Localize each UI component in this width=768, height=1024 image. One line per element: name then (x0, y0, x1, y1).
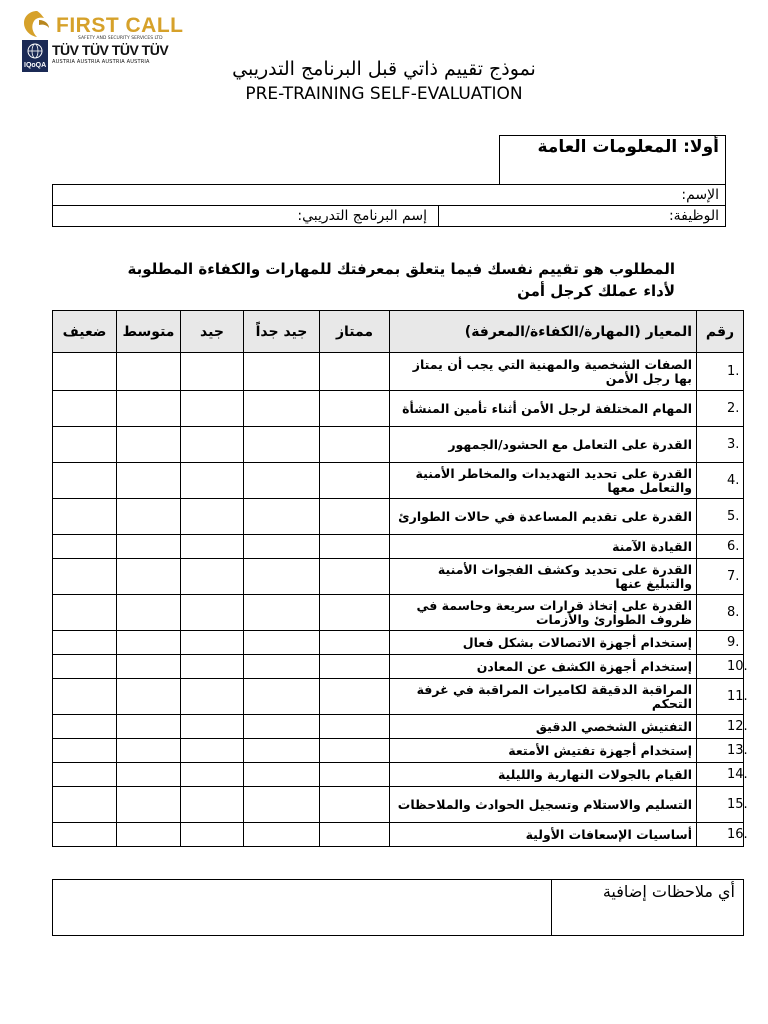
rating-cell-good[interactable] (181, 679, 244, 715)
iqoqa-text: IQoQA (24, 62, 47, 69)
row-criterion: القيادة الآمنة (390, 535, 697, 559)
rating-cell-good[interactable] (181, 559, 244, 595)
row-criterion: الصفات الشخصية والمهنية التي يجب أن يمتاز بها رجل الأمن (390, 353, 697, 391)
rating-cell-excellent[interactable] (320, 391, 390, 427)
rating-cell-good[interactable] (181, 427, 244, 463)
rating-cell-good[interactable] (181, 823, 244, 847)
rating-cell-weak[interactable] (53, 679, 117, 715)
rating-cell-good[interactable] (181, 655, 244, 679)
row-number: 4. (697, 463, 744, 499)
rating-cell-excellent[interactable] (320, 499, 390, 535)
rating-cell-weak[interactable] (53, 715, 117, 739)
row-criterion: المهام المختلفة لرجل الأمن أثناء تأمين المنشأة (390, 391, 697, 427)
row-criterion: القدرة على إتخاذ قرارات سريعة وحاسمة في ظروف الطوارئ والأزمات (390, 595, 697, 631)
rating-cell-good[interactable] (181, 391, 244, 427)
program-label: إسم البرنامج التدريبي: (297, 208, 427, 224)
rating-cell-average[interactable] (117, 787, 181, 823)
rating-cell-good[interactable] (181, 499, 244, 535)
rating-cell-weak[interactable] (53, 427, 117, 463)
table-row (53, 631, 744, 655)
rating-cell-very-good[interactable] (244, 787, 320, 823)
name-label: الإسم: (681, 187, 719, 203)
row-number: 10. (697, 655, 744, 679)
rating-cell-excellent[interactable] (320, 631, 390, 655)
rating-cell-very-good[interactable] (244, 391, 320, 427)
rating-cell-weak[interactable] (53, 631, 117, 655)
title-arabic: نموذج تقييم ذاتي قبل البرنامج التدريبي (232, 58, 536, 80)
rating-cell-average[interactable] (117, 499, 181, 535)
rating-cell-weak[interactable] (53, 353, 117, 391)
table-row (53, 655, 744, 679)
row-criterion: المراقبة الدقيقة لكاميرات المراقبة في غرفة التحكم (390, 679, 697, 715)
rating-cell-excellent[interactable] (320, 427, 390, 463)
rating-cell-average[interactable] (117, 353, 181, 391)
rating-cell-excellent[interactable] (320, 559, 390, 595)
rating-cell-excellent[interactable] (320, 823, 390, 847)
rating-cell-very-good[interactable] (244, 463, 320, 499)
row-criterion: إستخدام أجهزة الاتصالات بشكل فعال (390, 631, 697, 655)
rating-cell-excellent[interactable] (320, 463, 390, 499)
table-row (53, 763, 744, 787)
row-criterion: التفتيش الشخصي الدقيق (390, 715, 697, 739)
row-number: 8. (697, 595, 744, 631)
table-row (53, 391, 744, 427)
rating-cell-average[interactable] (117, 655, 181, 679)
row-criterion: التسليم والاستلام وتسجيل الحوادث والملاحظات (390, 787, 697, 823)
row-number: 6. (697, 535, 744, 559)
rating-cell-very-good[interactable] (244, 559, 320, 595)
instruction-text: المطلوب هو تقييم نفسك فيما يتعلق بمعرفتك للمهارات والكفاءة المطلوبة لأداء عملك كرجل أمن (127, 260, 675, 300)
row-criterion: إستخدام أجهزة تفتيش الأمتعة (390, 739, 697, 763)
rating-cell-very-good[interactable] (244, 715, 320, 739)
rating-cell-very-good[interactable] (244, 679, 320, 715)
rating-cell-average[interactable] (117, 763, 181, 787)
rating-cell-average[interactable] (117, 559, 181, 595)
rating-cell-good[interactable] (181, 463, 244, 499)
rating-cell-very-good[interactable] (244, 535, 320, 559)
table-row (53, 715, 744, 739)
rating-cell-good[interactable] (181, 631, 244, 655)
rating-cell-very-good[interactable] (244, 739, 320, 763)
rating-cell-very-good[interactable] (244, 655, 320, 679)
table-row (53, 463, 744, 499)
rating-cell-good[interactable] (181, 763, 244, 787)
name-row[interactable] (52, 184, 726, 206)
brand-name: FIRST CALL (56, 14, 184, 37)
row-number: 3. (697, 427, 744, 463)
rating-cell-average[interactable] (117, 427, 181, 463)
row-criterion: القيام بالجولات النهارية والليلية (390, 763, 697, 787)
rating-cell-excellent[interactable] (320, 679, 390, 715)
rating-cell-average[interactable] (117, 463, 181, 499)
rating-cell-excellent[interactable] (320, 787, 390, 823)
globe-icon (22, 40, 48, 60)
row-criterion: القدرة على تحديد وكشف الفجوات الأمنية والتبليغ عنها (390, 559, 697, 595)
evaluation-table (52, 310, 748, 847)
row-number: 9. (697, 631, 744, 655)
row-number: 15. (697, 787, 744, 823)
rating-cell-average[interactable] (117, 739, 181, 763)
table-row (53, 427, 744, 463)
rating-cell-excellent[interactable] (320, 595, 390, 631)
rating-cell-weak[interactable] (53, 499, 117, 535)
row-number: 14. (697, 763, 744, 787)
table-row (53, 739, 744, 763)
rating-cell-good[interactable] (181, 739, 244, 763)
table-row (53, 559, 744, 595)
rating-cell-average[interactable] (117, 715, 181, 739)
header-good: جيد (181, 311, 244, 353)
rating-cell-good[interactable] (181, 715, 244, 739)
table-row (53, 353, 744, 391)
row-number: 16. (697, 823, 744, 847)
rating-cell-very-good[interactable] (244, 595, 320, 631)
row-criterion: القدرة على التعامل مع الحشود/الجمهور (390, 427, 697, 463)
notes-divider (551, 880, 552, 935)
header-very-good: جيد جداً (244, 311, 320, 353)
tuv-austria-text: AUSTRIA AUSTRIA AUSTRIA AUSTRIA (52, 59, 150, 65)
rating-cell-weak[interactable] (53, 655, 117, 679)
header-number: رقم (697, 311, 744, 353)
row-number: 5. (697, 499, 744, 535)
job-label: الوظيفة: (668, 208, 719, 224)
table-row (53, 499, 744, 535)
rating-cell-weak[interactable] (53, 559, 117, 595)
table-row (53, 535, 744, 559)
table-header-row (53, 311, 744, 353)
row-divider (438, 206, 439, 226)
rating-cell-good[interactable] (181, 787, 244, 823)
table-row (53, 787, 744, 823)
tuv-marks: TÜV TÜV TÜV TÜV (52, 42, 169, 58)
rating-cell-very-good[interactable] (244, 763, 320, 787)
row-criterion: القدرة على تحديد التهديدات والمخاطر الأمنية والتعامل معها (390, 463, 697, 499)
header-excellent: ممتاز (320, 311, 390, 353)
rating-cell-average[interactable] (117, 595, 181, 631)
rating-cell-average[interactable] (117, 391, 181, 427)
job-program-row[interactable] (52, 205, 726, 227)
rating-cell-good[interactable] (181, 535, 244, 559)
row-number: 13. (697, 739, 744, 763)
rating-cell-excellent[interactable] (320, 655, 390, 679)
rating-cell-average[interactable] (117, 679, 181, 715)
row-number: 1. (697, 353, 744, 391)
rating-cell-weak[interactable] (53, 763, 117, 787)
row-number: 2. (697, 391, 744, 427)
title-english: PRE-TRAINING SELF-EVALUATION (245, 84, 523, 104)
rating-cell-very-good[interactable] (244, 823, 320, 847)
rating-cell-weak[interactable] (53, 739, 117, 763)
general-info-heading: أولا: المعلومات العامة (499, 135, 726, 185)
shield-emblem-icon (22, 10, 52, 38)
rating-cell-excellent[interactable] (320, 739, 390, 763)
rating-cell-very-good[interactable] (244, 499, 320, 535)
rating-cell-very-good[interactable] (244, 427, 320, 463)
notes-label: أي ملاحظات إضافية (602, 882, 735, 901)
rating-cell-weak[interactable] (53, 787, 117, 823)
rating-cell-excellent[interactable] (320, 763, 390, 787)
rating-cell-weak[interactable] (53, 391, 117, 427)
rating-cell-average[interactable] (117, 631, 181, 655)
table-row (53, 595, 744, 631)
rating-cell-excellent[interactable] (320, 353, 390, 391)
row-criterion: القدرة على تقديم المساعدة في حالات الطوارئ (390, 499, 697, 535)
row-criterion: أساسيات الإسعافات الأولية (390, 823, 697, 847)
rating-cell-average[interactable] (117, 535, 181, 559)
rating-cell-excellent[interactable] (320, 535, 390, 559)
rating-cell-very-good[interactable] (244, 353, 320, 391)
header-criterion: المعيار (المهارة/الكفاءة/المعرفة) (390, 311, 697, 353)
table-row (53, 679, 744, 715)
rating-cell-average[interactable] (117, 823, 181, 847)
rating-cell-weak[interactable] (53, 595, 117, 631)
table-row (53, 823, 744, 847)
additional-notes-box[interactable] (52, 879, 744, 936)
rating-cell-very-good[interactable] (244, 631, 320, 655)
rating-cell-weak[interactable] (53, 823, 117, 847)
row-number: 11. (697, 679, 744, 715)
header-weak: ضعيف (53, 311, 117, 353)
brand-subtitle: SAFETY AND SECURITY SERVICES LTD (78, 36, 163, 41)
rating-cell-good[interactable] (181, 353, 244, 391)
rating-cell-weak[interactable] (53, 463, 117, 499)
row-number: 7. (697, 559, 744, 595)
row-criterion: إستخدام أجهزة الكشف عن المعادن (390, 655, 697, 679)
row-number: 12. (697, 715, 744, 739)
rating-cell-weak[interactable] (53, 535, 117, 559)
rating-cell-good[interactable] (181, 595, 244, 631)
header-average: متوسط (117, 311, 181, 353)
rating-cell-excellent[interactable] (320, 715, 390, 739)
